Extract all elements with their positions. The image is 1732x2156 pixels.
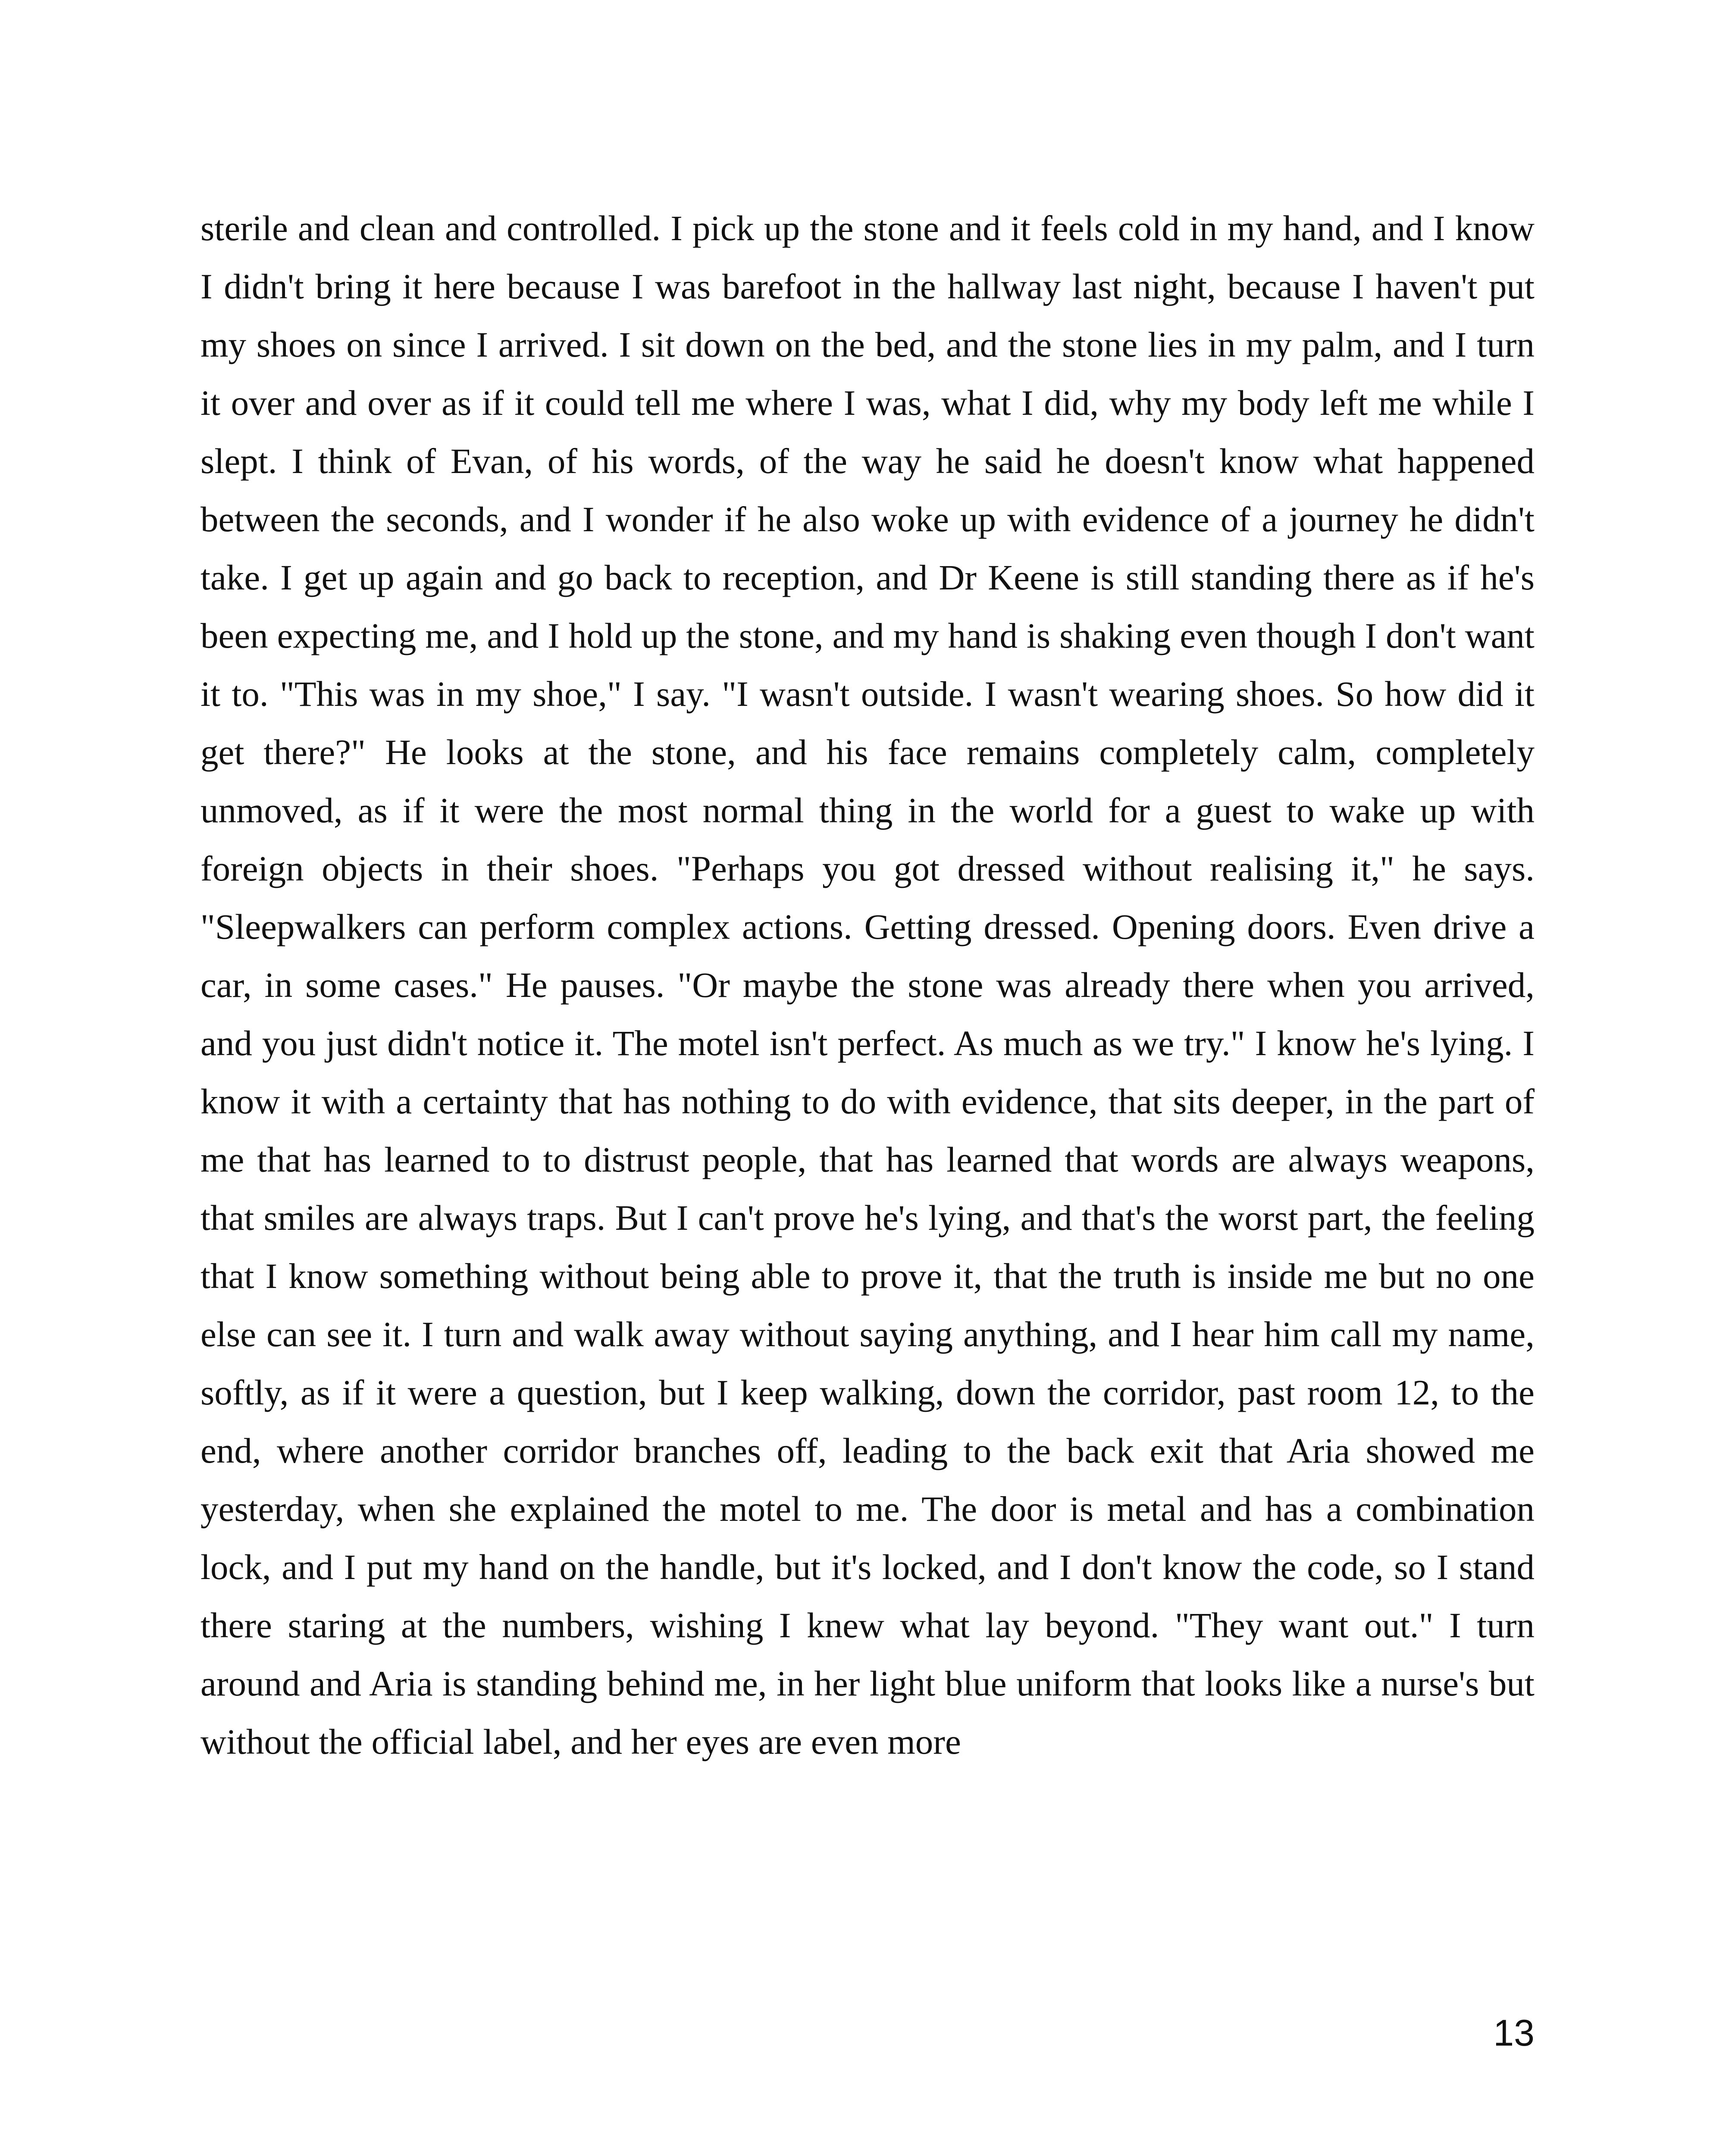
page-number: 13: [1493, 2012, 1535, 2054]
body-paragraph: sterile and clean and controlled. I pick up the stone and it feels cold in my hand, and I know I didn't bring it here because I was barefoot in the hallway last night, because I haven't put my shoes on since I arrived. I sit down on the bed, and the stone lies in my palm, and I turn it over and over as if it could tell me where I was, what I did, why my body left me while I slept. I think of Evan, of his words, of the way he said he doesn't know what happened between the seconds, and I wonder if he also woke up with evidence of a journey he didn't take. I get up again and go back to reception, and Dr Keene is still standing there as if he's been expecting me, and I hold up the stone, and my hand is shaking even though I don't want it to. "This was in my shoe," I say. "I wasn't outside. I wasn't wearing shoes. So how did it get there?" He looks at the stone, and his face remains completely calm, completely unmoved, as if it were the most normal thing in the world for a guest to wake up with foreign objects in their shoes. "Perhaps you got dressed without realising it," he says. "Sleepwalkers can perform complex actions. Getting dressed. Opening doors. Even drive a car, in some cases." He pauses. "Or maybe the stone was already there when you arrived, and you just didn't notice it. The motel isn't perfect. As much as we try." I know he's lying. I know it with a certainty that has nothing to do with evidence, that sits deeper, in the part of me that has learned to to distrust people, that has learned that words are always weapons, that smiles are always traps. But I can't prove he's lying, and that's the worst part, the feeling that I know something without being able to prove it, that the truth is inside me but no one else can see it. I turn and walk away without saying anything, and I hear him call my name, softly, as if it were a question, but I keep walking, down the corridor, past room 12, to the end, where another corridor branches off, leading to the back exit that Aria showed me yesterday, when she explained the motel to me. The door is metal and has a combination lock, and I put my hand on the handle, but it's locked, and I don't know the code, so I stand there staring at the numbers, wishing I knew what lay beyond. "They want out." I turn around and Aria is standing behind me, in her light blue uniform that looks like a nurse's but without the official label, and her eyes are even more: [200, 208, 1535, 1761]
